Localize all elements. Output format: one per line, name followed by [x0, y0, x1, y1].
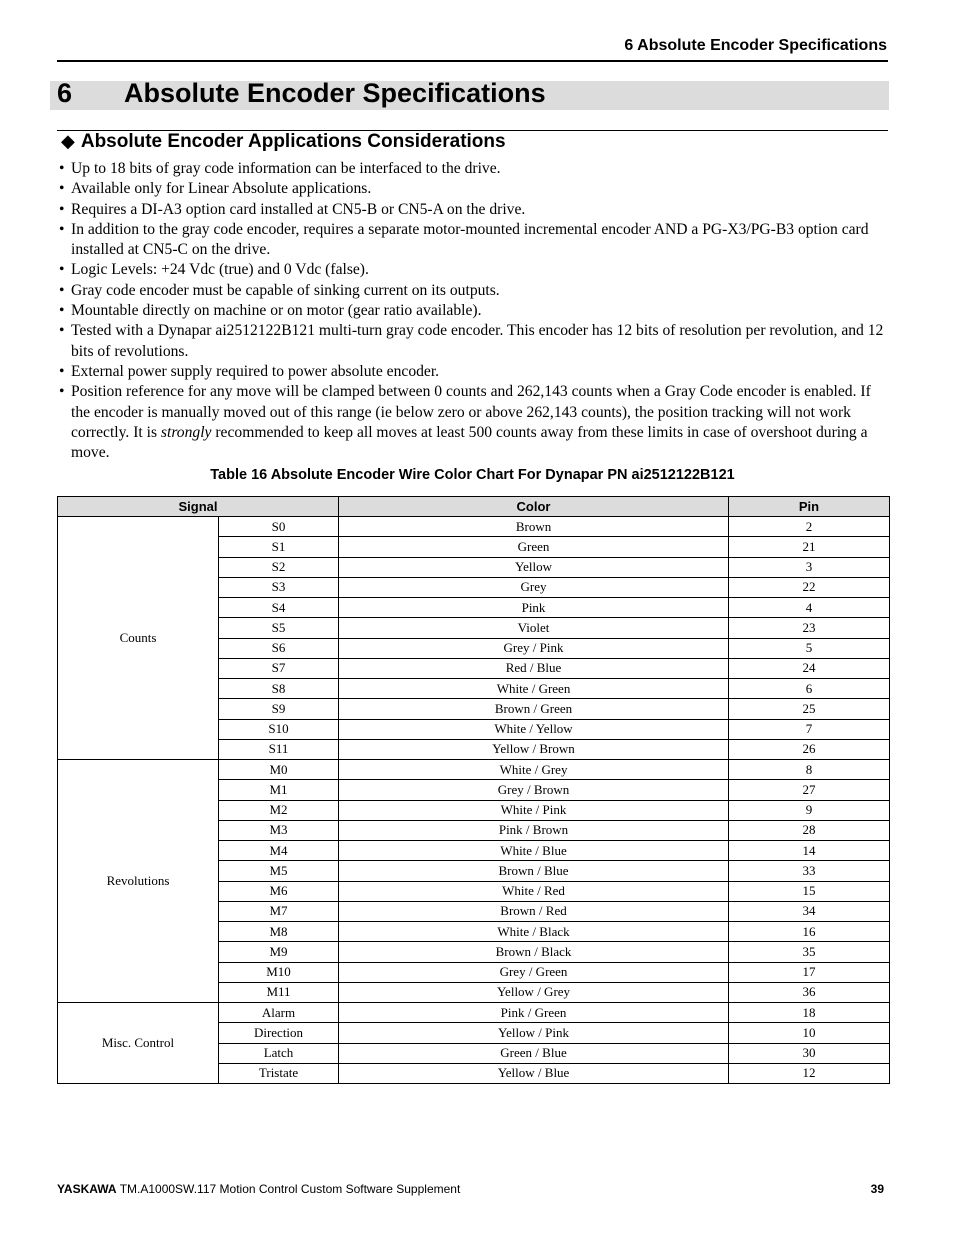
signal-cell: M11	[219, 982, 339, 1002]
pin-cell: 10	[729, 1023, 890, 1043]
pin-cell: 18	[729, 1003, 890, 1023]
color-cell: White / Black	[339, 922, 729, 942]
table-header-row	[58, 497, 890, 517]
pin-cell: 15	[729, 881, 890, 901]
signal-cell: M8	[219, 922, 339, 942]
signal-cell: M7	[219, 901, 339, 921]
pin-cell: 24	[729, 658, 890, 678]
pin-cell: 28	[729, 820, 890, 840]
color-cell: White / Yellow	[339, 719, 729, 739]
color-cell: Brown / Red	[339, 901, 729, 921]
signal-cell: M0	[219, 760, 339, 780]
chapter-number: 6	[57, 78, 73, 108]
list-item: • Logic Levels: +24 Vdc (true) and 0 Vdc (false).	[57, 260, 888, 280]
color-cell: Yellow / Brown	[339, 739, 729, 759]
footer-brand: YASKAWA	[57, 1182, 117, 1196]
signal-cell: Tristate	[219, 1063, 339, 1083]
color-cell: Violet	[339, 618, 729, 638]
section-title: Absolute Encoder Applications Considerations	[80, 131, 506, 152]
signal-cell: S3	[219, 577, 339, 597]
color-cell: Grey	[339, 577, 729, 597]
pin-cell: 27	[729, 780, 890, 800]
pin-cell: 35	[729, 942, 890, 962]
pin-cell: 21	[729, 537, 890, 557]
signal-cell: S11	[219, 739, 339, 759]
list-item: • Up to 18 bits of gray code information can be interfaced to the drive.	[57, 159, 888, 179]
signal-cell: M1	[219, 780, 339, 800]
color-cell: Yellow / Pink	[339, 1023, 729, 1043]
color-cell: Brown / Black	[339, 942, 729, 962]
footer-document-info	[57, 1182, 460, 1196]
pin-cell: 22	[729, 577, 890, 597]
color-cell: Grey / Pink	[339, 638, 729, 658]
signal-cell: M9	[219, 942, 339, 962]
considerations-list	[57, 159, 888, 463]
signal-cell: Alarm	[219, 1003, 339, 1023]
pin-cell: 8	[729, 760, 890, 780]
list-item: • In addition to the gray code encoder, requires a separate motor-mounted incremental encoder AND a PG-X3/PG-B3 option card installed at CN5-C on the drive.	[57, 220, 888, 261]
signal-cell: S6	[219, 638, 339, 658]
color-cell: White / Red	[339, 881, 729, 901]
color-cell: Grey / Brown	[339, 780, 729, 800]
list-item: • Position reference for any move will be clamped between 0 counts and 262,143 counts when a Gray Code encoder is enabled. If the encoder is manually moved out of this range (ie below zero or above 262,143 counts), the position tracking will not work correctly. It is strongly recommended to keep all moves at least 500 counts away from these limits in case of overshoot during a move.	[57, 382, 888, 463]
pin-cell: 33	[729, 861, 890, 881]
pin-header: Pin	[729, 497, 890, 517]
signal-cell: S0	[219, 517, 339, 537]
signal-cell: S4	[219, 598, 339, 618]
color-cell: Red / Blue	[339, 658, 729, 678]
table-row	[58, 1003, 890, 1023]
signal-group-cell: Revolutions	[58, 760, 219, 1003]
signal-cell: S10	[219, 719, 339, 739]
table-body	[58, 517, 890, 1084]
pin-cell: 36	[729, 982, 890, 1002]
list-item: • External power supply required to power absolute encoder.	[57, 362, 888, 382]
signal-cell: S8	[219, 679, 339, 699]
diamond-icon: ◆	[61, 131, 75, 151]
pin-cell: 6	[729, 679, 890, 699]
section-heading	[61, 131, 506, 153]
pin-cell: 5	[729, 638, 890, 658]
table-caption: Table 16 Absolute Encoder Wire Color Chart For Dynapar PN ai2512122B121	[210, 467, 735, 483]
signal-group-cell: Counts	[58, 517, 219, 760]
signal-cell: M5	[219, 861, 339, 881]
chapter-heading	[50, 78, 889, 110]
color-cell: Pink / Green	[339, 1003, 729, 1023]
pin-cell: 14	[729, 841, 890, 861]
color-cell: Pink / Brown	[339, 820, 729, 840]
pin-cell: 9	[729, 800, 890, 820]
list-item: • Gray code encoder must be capable of sinking current on its outputs.	[57, 281, 888, 301]
footer-doc-title: TM.A1000SW.117 Motion Control Custom Software Supplement	[116, 1182, 461, 1196]
color-cell: Green / Blue	[339, 1043, 729, 1063]
wire-color-table	[57, 496, 890, 1084]
list-item: • Requires a DI-A3 option card installed at CN5-B or CN5-A on the drive.	[57, 200, 888, 220]
signal-cell: M3	[219, 820, 339, 840]
pin-cell: 25	[729, 699, 890, 719]
pin-cell: 2	[729, 517, 890, 537]
signal-cell: S7	[219, 658, 339, 678]
color-cell: Brown / Green	[339, 699, 729, 719]
signal-cell: S5	[219, 618, 339, 638]
list-item: • Tested with a Dynapar ai2512122B121 multi-turn gray code encoder. This encoder has 12 bits of resolution per revolution, and 12 bits of revolutions.	[57, 321, 888, 362]
signal-group-cell: Misc. Control	[58, 1003, 219, 1084]
running-header: 6 Absolute Encoder Specifications	[624, 37, 887, 54]
pin-cell: 7	[729, 719, 890, 739]
pin-cell: 16	[729, 922, 890, 942]
page-number: 39	[870, 1182, 884, 1196]
color-cell: Pink	[339, 598, 729, 618]
signal-cell: M10	[219, 962, 339, 982]
color-cell: Green	[339, 537, 729, 557]
color-cell: Yellow	[339, 557, 729, 577]
signal-cell: Direction	[219, 1023, 339, 1043]
signal-cell: M6	[219, 881, 339, 901]
color-cell: Brown / Blue	[339, 861, 729, 881]
signal-cell: S1	[219, 537, 339, 557]
color-cell: White / Grey	[339, 760, 729, 780]
pin-cell: 23	[729, 618, 890, 638]
color-cell: White / Pink	[339, 800, 729, 820]
signal-cell: Latch	[219, 1043, 339, 1063]
pin-cell: 4	[729, 598, 890, 618]
pin-cell: 34	[729, 901, 890, 921]
color-cell: Grey / Green	[339, 962, 729, 982]
signal-cell: M2	[219, 800, 339, 820]
pin-cell: 30	[729, 1043, 890, 1063]
list-item: • Mountable directly on machine or on motor (gear ratio available).	[57, 301, 888, 321]
pin-cell: 3	[729, 557, 890, 577]
pin-cell: 12	[729, 1063, 890, 1083]
color-cell: Yellow / Blue	[339, 1063, 729, 1083]
signal-header: Signal	[58, 497, 339, 517]
header-divider	[57, 60, 888, 62]
color-cell: White / Blue	[339, 841, 729, 861]
signal-cell: M4	[219, 841, 339, 861]
list-item: • Available only for Linear Absolute applications.	[57, 179, 888, 199]
color-header: Color	[339, 497, 729, 517]
signal-cell: S9	[219, 699, 339, 719]
table-row	[58, 760, 890, 780]
pin-cell: 17	[729, 962, 890, 982]
chapter-title: Absolute Encoder Specifications	[124, 78, 546, 108]
color-cell: Yellow / Grey	[339, 982, 729, 1002]
pin-cell: 26	[729, 739, 890, 759]
table-row	[58, 517, 890, 537]
color-cell: Brown	[339, 517, 729, 537]
signal-cell: S2	[219, 557, 339, 577]
color-cell: White / Green	[339, 679, 729, 699]
